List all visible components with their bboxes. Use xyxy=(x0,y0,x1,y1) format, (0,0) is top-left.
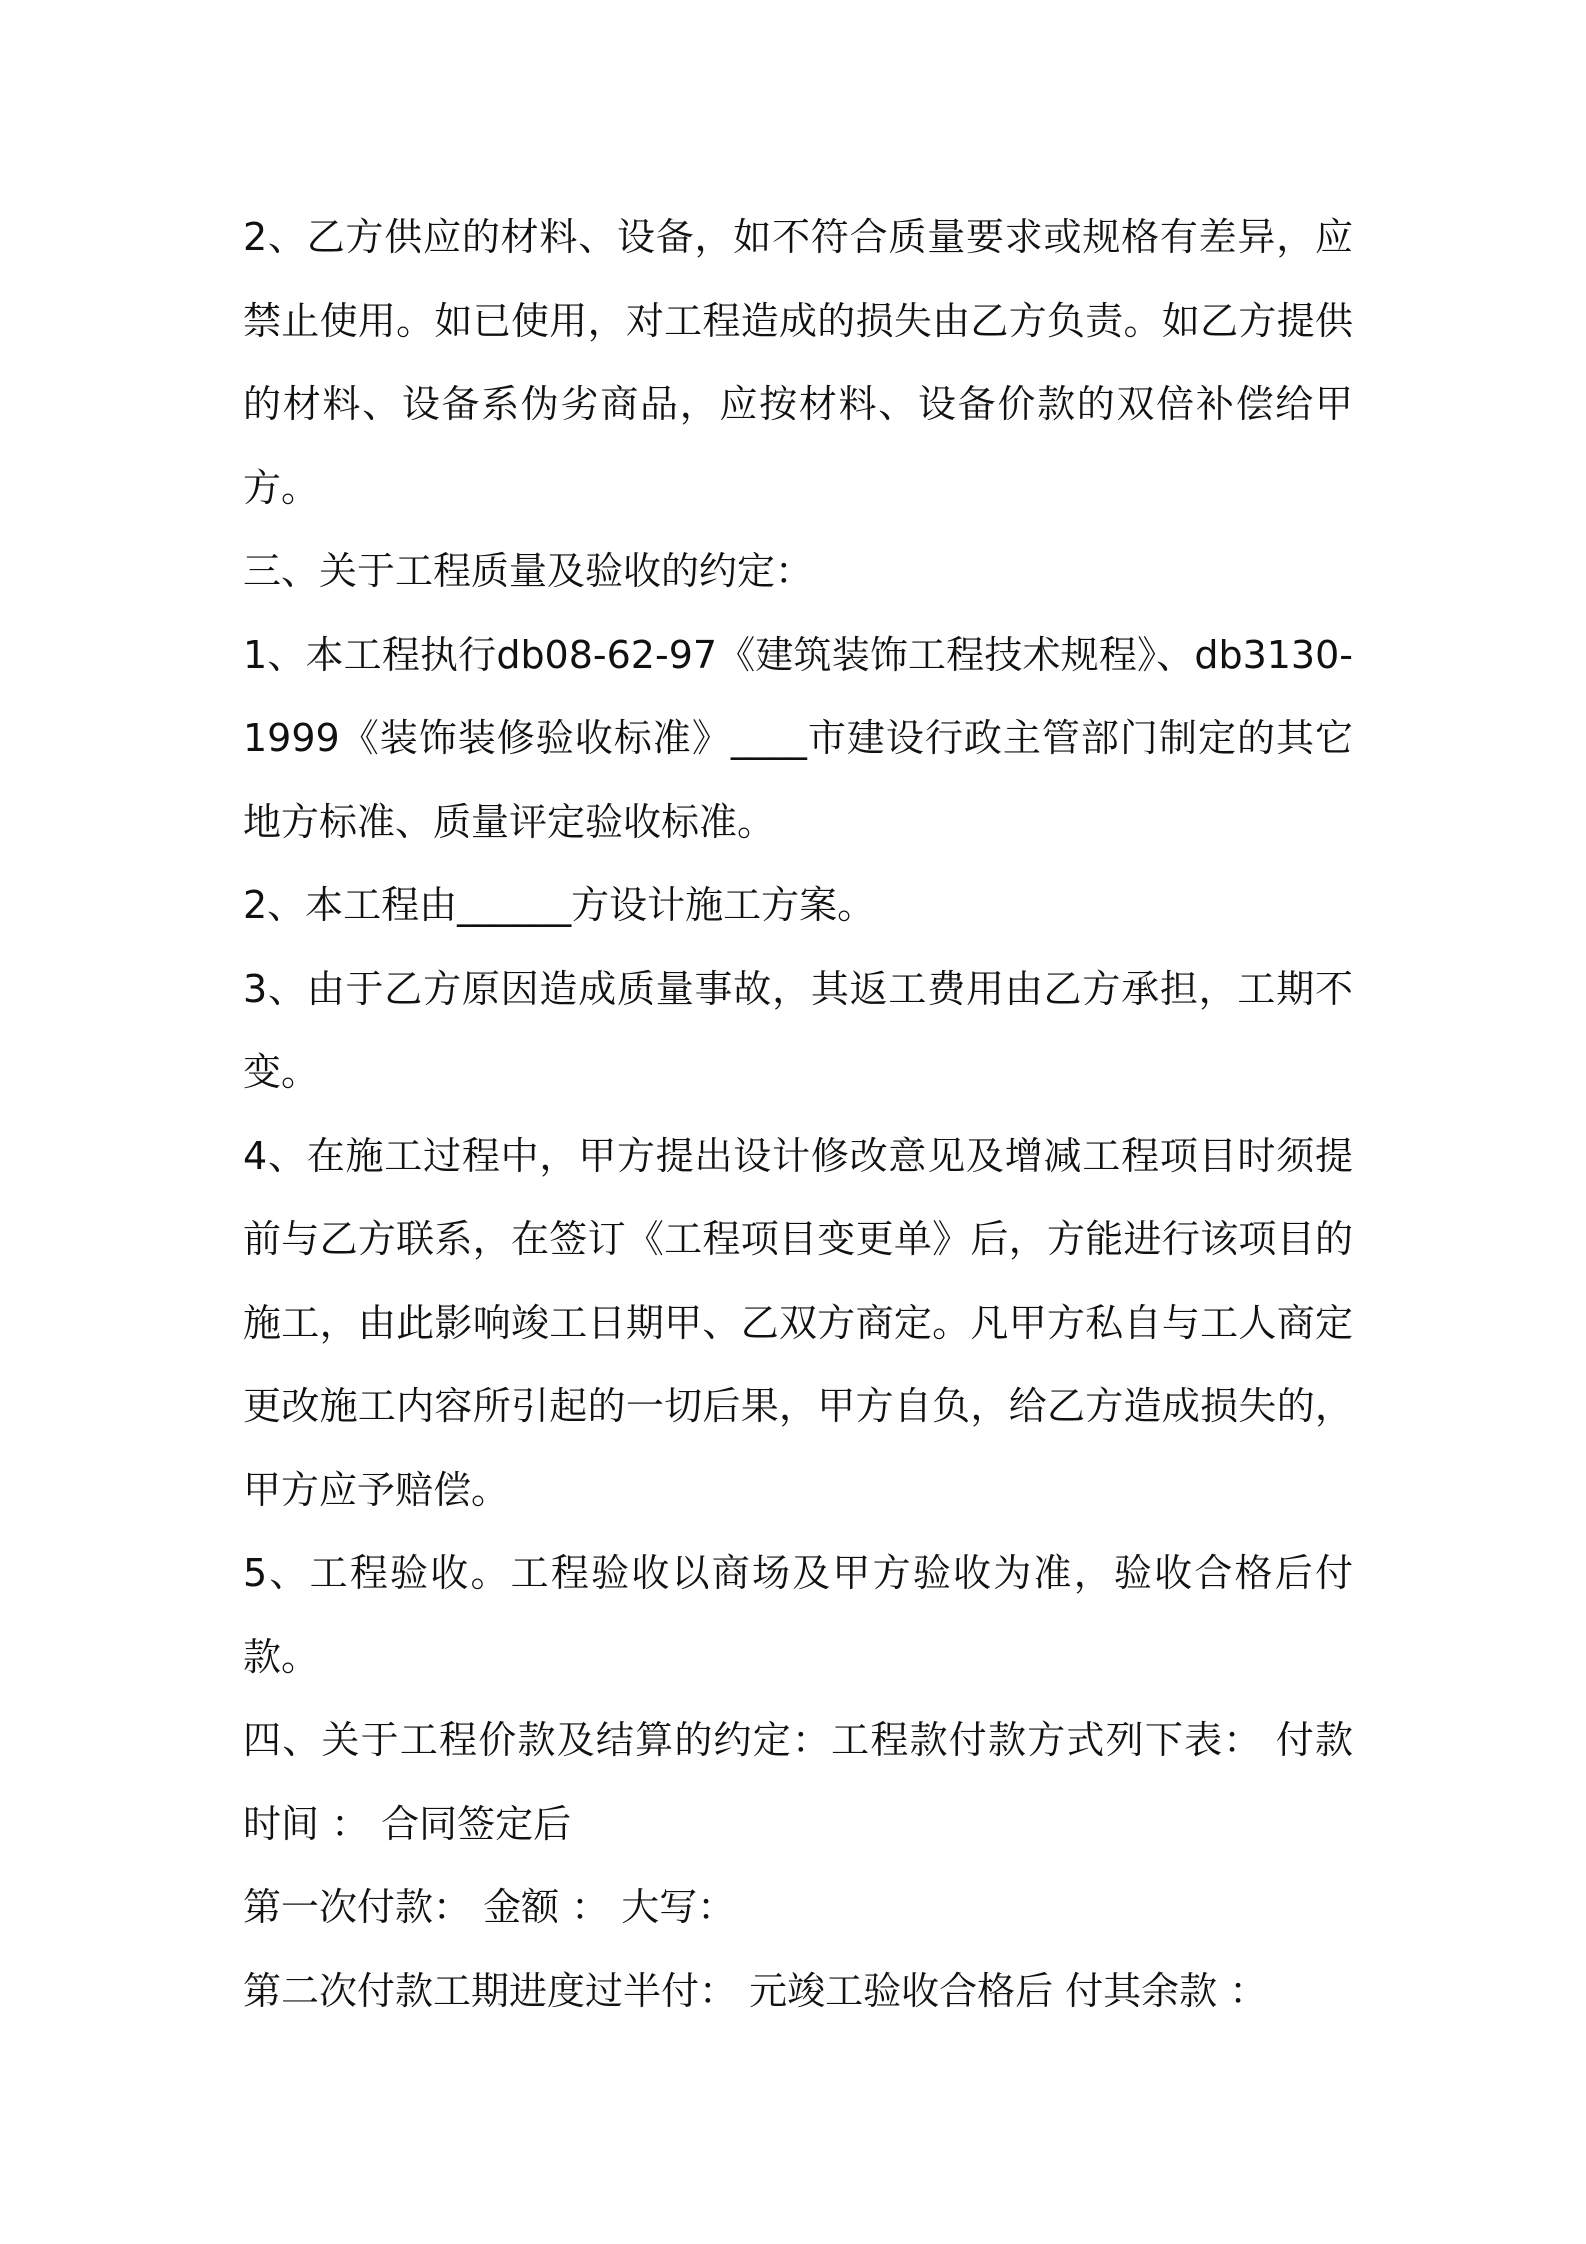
clause-3-quality-accident: 3、由于乙方原因造成质量事故，其返工费用由乙方承担，工期不变。 xyxy=(243,966,1353,1094)
clause-5-acceptance: 5、工程验收。工程验收以商场及甲方验收为准，验收合格后付款。 xyxy=(243,1551,1353,1679)
clause-2-design: 2、本工程由______方设计施工方案。 xyxy=(243,883,876,927)
section-4-payment: 四、关于工程价款及结算的约定：工程款付款方式列下表： 付款时间 ： 合同签定后 xyxy=(243,1718,1353,1846)
document-body xyxy=(243,196,1353,2033)
second-payment-line: 第二次付款工期进度过半付： 元竣工验收合格后 付其余款 ： xyxy=(243,1968,1268,2013)
clause-2-materials: 2、乙方供应的材料、设备，如不符合质量要求或规格有差异，应禁止使用。如已使用，对工程造成的损失由乙方负责。如乙方提供的材料、设备系伪劣商品，应按材料、设备价款的双倍补偿给甲方。 xyxy=(243,215,1353,510)
first-payment-line: 第一次付款： 金额 ： 大写： xyxy=(243,1885,736,1929)
section-3-heading: 三、关于工程质量及验收的约定： xyxy=(243,549,814,593)
clause-1-standards: 1、本工程执行db08-62-97《建筑装饰工程技术规程》、db3130-1999《装饰装修验收标准》____市建设行政主管部门制定的其它地方标准、质量评定验收标准。 xyxy=(243,632,1353,844)
clause-4-design-changes: 4、在施工过程中，甲方提出设计修改意见及增减工程项目时须提前与乙方联系，在签订《工程项目变更单》后，方能进行该项目的施工，由此影响竣工日期甲、乙双方商定。凡甲方私自与工人商定更改施工内容所引起的一切后果，甲方自负，给乙方造成损失的，甲方应予赔偿。 xyxy=(243,1133,1353,1512)
